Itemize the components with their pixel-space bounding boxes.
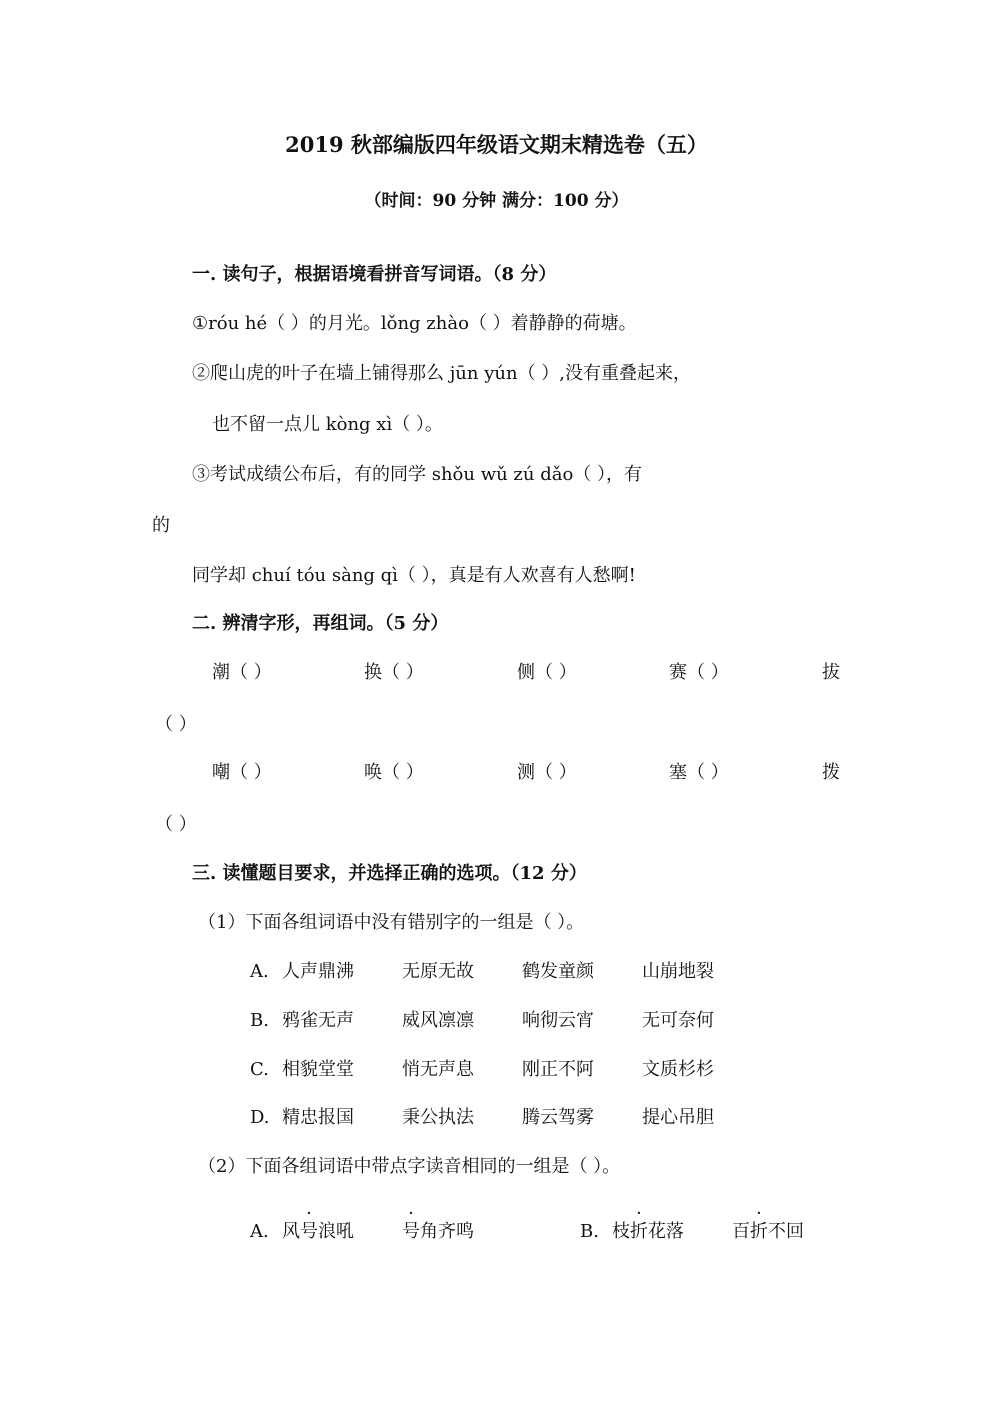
- section1-line3: 也不留一点儿 kòng xì（ ）。: [212, 414, 443, 435]
- option-label: B.: [250, 1010, 269, 1031]
- section1-line5: 同学却 chuí tóu sàng qì（ ），真是有人欢喜有人愁啊!: [192, 565, 636, 586]
- option-word: 山崩地裂: [642, 961, 714, 982]
- option-label: A.: [250, 1221, 269, 1242]
- word-part: 不回: [768, 1221, 804, 1242]
- option-word: 人声鼎沸: [282, 961, 354, 982]
- section2-row2-item2: 唤（ ）: [364, 762, 424, 783]
- exam-title: 2019 秋部编版四年级语文期末精选卷（五）: [285, 132, 708, 157]
- section2-row1-item4: 赛（ ）: [669, 662, 729, 683]
- section2-row1-item3: 侧（ ）: [517, 662, 577, 683]
- dotted-char: 折: [630, 1221, 648, 1242]
- section2-row1-wrap: （ ）: [155, 714, 197, 735]
- option-word: [402, 1220, 474, 1244]
- option-word: 腾云驾雾: [522, 1107, 594, 1128]
- option-word: 相貌堂堂: [282, 1059, 354, 1080]
- word-part: 百: [732, 1221, 750, 1242]
- option-word: 威风凛凛: [402, 1010, 474, 1031]
- option-word: 无可奈何: [642, 1010, 714, 1031]
- option-word: 文质杉杉: [642, 1059, 714, 1080]
- section2-row2-item3: 测（ ）: [517, 762, 577, 783]
- section2-row2-item1: 嘲（ ）: [212, 762, 272, 783]
- question-1: （1）下面各组词语中没有错别字的一组是（ ）。: [198, 912, 585, 933]
- option-word: 提心吊胆: [642, 1107, 714, 1128]
- section1-line1: ①róu hé（ ）的月光。lǒng zhào（ ）着静静的荷塘。: [192, 313, 637, 334]
- exam-subtitle: （时间：90 分钟 满分：100 分）: [364, 191, 629, 211]
- option-label: C.: [250, 1059, 269, 1080]
- word-part: 浪吼: [318, 1221, 354, 1242]
- section1-line4-wrap: 的: [152, 515, 170, 536]
- option-word: [732, 1220, 804, 1244]
- option-word: 刚正不阿: [522, 1059, 594, 1080]
- word-part: 角齐鸣: [420, 1221, 474, 1242]
- dotted-char: 折: [750, 1221, 768, 1242]
- option-word: 秉公执法: [402, 1107, 474, 1128]
- option-label: B.: [580, 1221, 599, 1242]
- option-word: 响彻云宵: [522, 1010, 594, 1031]
- option-label: D.: [250, 1107, 270, 1128]
- option-word: [612, 1220, 684, 1244]
- section1-line4: ③考试成绩公布后，有的同学 shǒu wǔ zú dǎo（ ），有: [192, 464, 643, 485]
- option-word: [282, 1220, 354, 1244]
- word-part: 风: [282, 1221, 300, 1242]
- section2-row1-item5: 拔: [822, 662, 840, 683]
- dotted-char: 号: [402, 1221, 420, 1242]
- option-word: 鹤发童颜: [522, 961, 594, 982]
- option-word: 悄无声息: [402, 1059, 474, 1080]
- option-word: 鸦雀无声: [282, 1010, 354, 1031]
- option-word: 无原无故: [402, 961, 474, 982]
- section1-heading: 一. 读句子，根据语境看拼音写词语。（8 分）: [192, 264, 557, 285]
- section2-row2-item5: 拨: [822, 762, 840, 783]
- question-2: （2）下面各组词语中带点字读音相同的一组是（ ）。: [198, 1156, 621, 1177]
- section2-row2-wrap: （ ）: [155, 814, 197, 835]
- section3-heading: 三. 读懂题目要求，并选择正确的选项。（12 分）: [192, 863, 587, 884]
- word-part: 枝: [612, 1221, 630, 1242]
- section2-row2-item4: 塞（ ）: [669, 762, 729, 783]
- word-part: 花落: [648, 1221, 684, 1242]
- section2-row1-item1: 潮（ ）: [212, 662, 272, 683]
- section2-heading: 二. 辨清字形，再组词。（5 分）: [192, 613, 449, 634]
- option-label: A.: [250, 961, 269, 982]
- section2-row1-item2: 换（ ）: [364, 662, 424, 683]
- dotted-char: 号: [300, 1221, 318, 1242]
- option-word: 精忠报国: [282, 1107, 354, 1128]
- section1-line2: ②爬山虎的叶子在墙上铺得那么 jūn yún（ ）,没有重叠起来，: [192, 363, 692, 384]
